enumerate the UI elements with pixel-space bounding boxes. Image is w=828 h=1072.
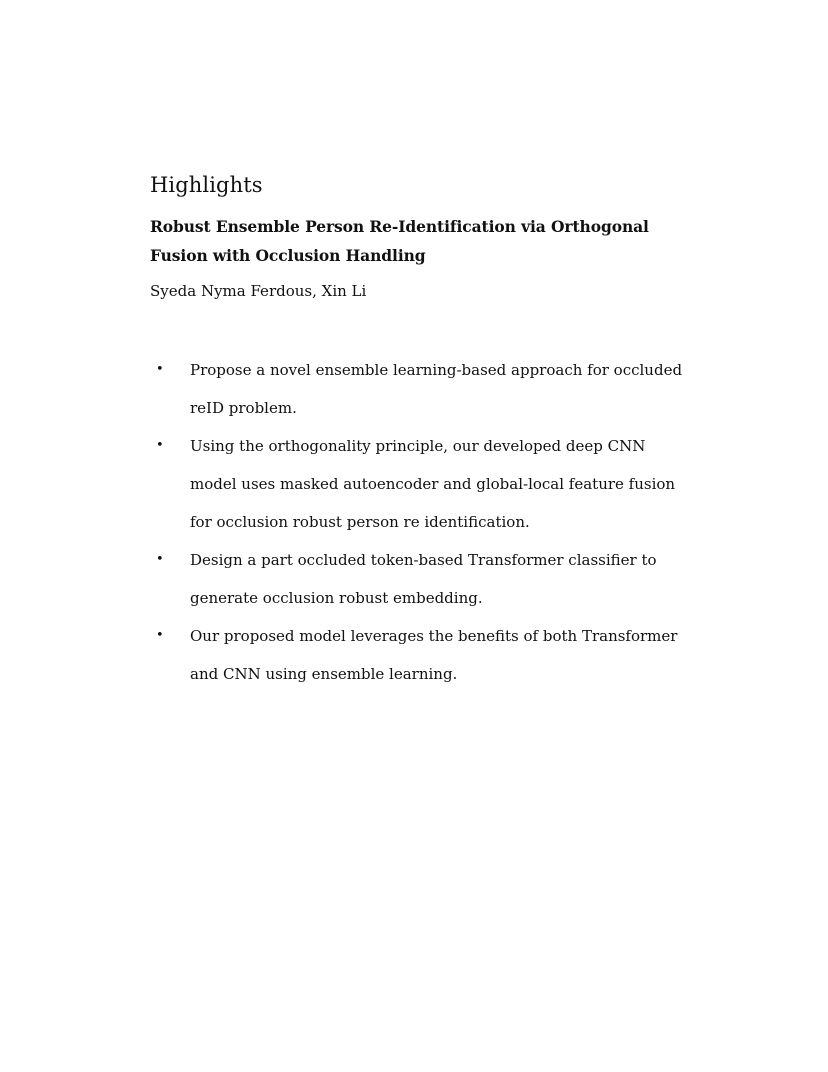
bullet-icon: •: [156, 552, 164, 567]
highlight-text: Using the orthogonality principle, our developed deep CNN model uses masked autoencoder and global-local feature fusion for occlusion robust person re identification.: [190, 437, 676, 531]
section-heading: Highlights: [150, 173, 263, 197]
highlight-item: [150, 427, 690, 541]
highlight-text: Our proposed model leverages the benefits of both Transformer and CNN using ensemble learning.: [190, 627, 678, 683]
bullet-icon: •: [156, 438, 164, 453]
highlight-item: [150, 541, 690, 617]
author-list: Syeda Nyma Ferdous, Xin Li: [150, 282, 367, 300]
bullet-icon: •: [156, 628, 164, 643]
highlights-section: [150, 170, 690, 693]
highlight-item: [150, 617, 690, 693]
highlight-text: Design a part occluded token-based Transformer classifier to generate occlusion robust embedding.: [190, 551, 657, 607]
highlight-text: Propose a novel ensemble learning-based approach for occluded reID problem.: [190, 361, 683, 417]
highlights-list: [150, 351, 690, 693]
paper-title: Robust Ensemble Person Re-Identification via Orthogonal Fusion with Occlusion Handling: [150, 217, 649, 265]
highlight-item: [150, 351, 690, 427]
bullet-icon: •: [156, 362, 164, 377]
